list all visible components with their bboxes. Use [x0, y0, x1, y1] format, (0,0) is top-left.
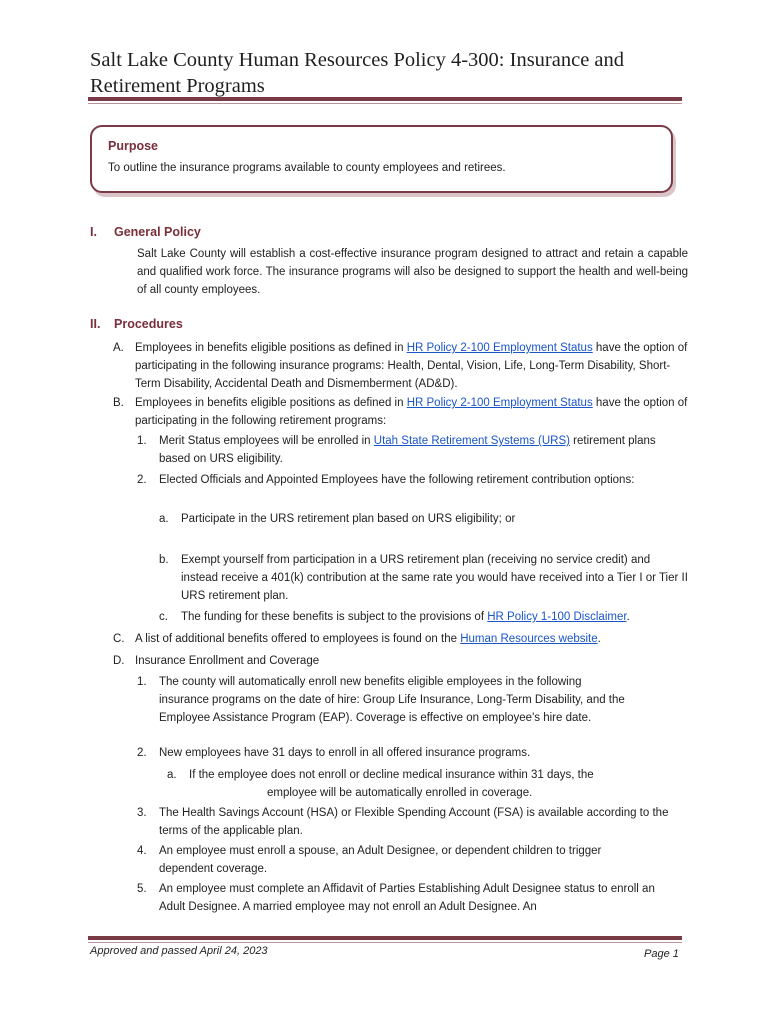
hr-policy-2-100-link[interactable]: HR Policy 2-100 Employment Status — [406, 397, 593, 409]
item-text-pre: The funding for these benefits is subject to the provisions of — [181, 611, 488, 623]
hr-policy-2-100-link[interactable]: HR Policy 2-100 Employment Status — [406, 342, 593, 354]
item-label: 1. — [137, 435, 147, 447]
item-label: a. — [167, 769, 177, 781]
section-procedures — [90, 317, 390, 335]
purpose-box — [90, 125, 673, 193]
purpose-heading: Purpose — [108, 139, 159, 153]
item-label: 3. — [137, 807, 147, 819]
page-title: Salt Lake County Human Resources Policy 4-300: Insurance and Retirement Programs — [90, 49, 625, 97]
item-text-line1: If the employee does not enroll or decline medical insurance within 31 days, the — [189, 769, 594, 781]
enrollment-item-2a — [167, 766, 677, 802]
item-text — [135, 630, 689, 648]
item-text — [135, 339, 689, 393]
urs-link[interactable]: Utah State Retirement Systems (URS) — [373, 435, 570, 447]
item-text-pre: A list of additional benefits offered to employees is found on the — [135, 633, 461, 645]
item-text-post: retirement plans based on URS eligibility. — [159, 435, 656, 465]
item-text: An employee must enroll a spouse, an Adult Designee, or dependent children to trigger dependent coverage. — [159, 845, 602, 875]
section-numeral: I. — [90, 225, 97, 239]
item-label: 2. — [137, 747, 147, 759]
item-text: Elected Officials and Appointed Employees have the following retirement contribution options: — [159, 474, 635, 486]
page-number: Page 1 — [644, 948, 679, 960]
item-text — [159, 432, 677, 468]
footer-divider-thin — [88, 942, 682, 943]
item-text-pre: Merit Status employees will be enrolled in — [159, 435, 374, 447]
item-label: 5. — [137, 883, 147, 895]
item-label: 1. — [137, 676, 147, 688]
item-text: An employee must complete an Affidavit of Parties Establishing Adult Designee status to enroll an Adult Designee. A married employee may not enroll an Adult Designee. An — [159, 883, 655, 913]
section-numeral: II. — [90, 317, 101, 331]
item-text: Participate in the URS retirement plan based on URS eligibility; or — [181, 513, 516, 525]
item-text: The county will automatically enroll new benefits eligible employees in the following insurance programs on the date of hire: Group Life Insurance, Long-Term Disability, and the Employee Assistance Program (EAP). Coverage is effective on employee's hire date. — [159, 676, 625, 724]
hr-website-link[interactable]: Human Resources website — [460, 633, 598, 645]
item-text — [135, 394, 689, 430]
general-policy-text: Salt Lake County will establish a cost-effective insurance program designed to attract and retain a capable and qualified work force. The insurance programs will also be designed to support the health and well-being of all county employees. — [137, 248, 688, 296]
section-general-policy — [90, 225, 390, 243]
item-label: 4. — [137, 845, 147, 857]
item-text-post: . — [626, 611, 630, 623]
item-label: A. — [113, 342, 124, 354]
section-heading: Procedures — [114, 317, 183, 331]
item-text-post: have the option of participating in the following insurance programs: Health, Dental, Vision, Life, Long-Term Disability, Short-Term Disability, Accidental Death and Dismemberment (AD&D). — [135, 342, 688, 390]
item-text: Insurance Enrollment and Coverage — [135, 655, 320, 667]
item-label: b. — [159, 554, 169, 566]
approval-date: Approved and passed April 24, 2023 — [90, 945, 268, 957]
item-text-pre: Employees in benefits eligible positions as defined in — [135, 342, 407, 354]
item-text-post: . — [597, 633, 601, 645]
title-divider — [88, 97, 682, 101]
item-text-line2: employee will be automatically enrolled in coverage. — [267, 787, 533, 799]
item-text: The Health Savings Account (HSA) or Flexible Spending Account (FSA) is available according to the terms of the applicable plan. — [159, 807, 669, 837]
item-label: a. — [159, 513, 169, 525]
hr-policy-1-100-link[interactable]: HR Policy 1-100 Disclaimer — [487, 611, 627, 623]
title-divider-thin — [88, 103, 682, 104]
item-label: B. — [113, 397, 124, 409]
purpose-text: To outline the insurance programs available to county employees and retirees. — [108, 162, 506, 174]
item-label: D. — [113, 655, 125, 667]
item-text — [181, 608, 689, 626]
footer-divider — [88, 936, 682, 940]
item-text-post: have the option of participating in the following retirement programs: — [135, 397, 688, 427]
item-label: C. — [113, 633, 125, 645]
item-label: c. — [159, 611, 168, 623]
item-label: 2. — [137, 474, 147, 486]
item-text-pre: Employees in benefits eligible positions as defined in — [135, 397, 407, 409]
item-text: Exempt yourself from participation in a URS retirement plan (receiving no service credit) and instead receive a 401(k) contribution at the same rate you would have received into a Tier I or Tier II URS retirement plan. — [181, 554, 688, 602]
section-heading: General Policy — [114, 225, 201, 239]
item-text: New employees have 31 days to enroll in all offered insurance programs. — [159, 747, 531, 759]
